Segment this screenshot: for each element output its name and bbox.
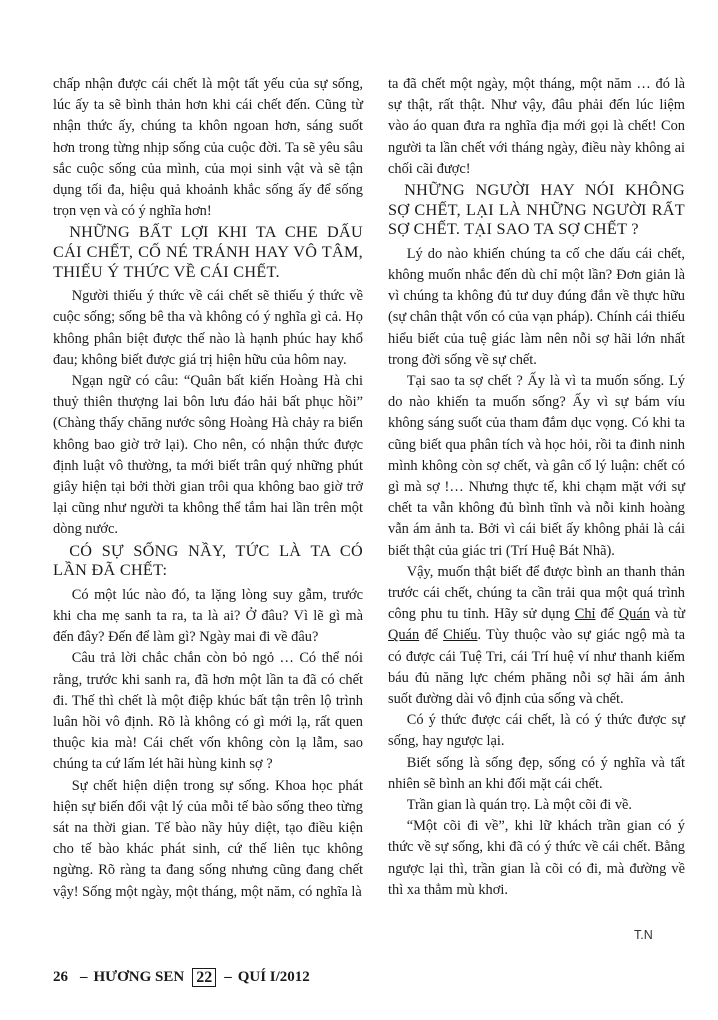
underlined-term-chi: Chỉ <box>574 606 596 623</box>
paragraph: chấp nhận được cái chết là một tất yếu của sự sống, lúc ấy ta sẽ bình thản hơn khi cái chết đến. Cũng từ nhận thức ấy, chúng ta khôn ngoan hơn, sáng suốt hơn trong từng nhịp sống của cuộc đời. Ta sẽ yêu sâu sắc cuộc sống của mình, của mọi sinh vật và sẽ tận dụng tối đa, hiệu quả khoảnh khắc sống ấy để sống trọn vẹn và có ý nghĩa hơn! <box>53 76 363 220</box>
footer-dash: – <box>80 969 88 985</box>
section-heading: CÓ SỰ SỐNG NẦY, TỨC LÀ TA CÓ LẦN ĐÃ CHẾT: <box>53 541 363 580</box>
paragraph: Biết sống là sống đẹp, sống có ý nghĩa và tất nhiên sẽ bình an khi đối mặt cái chết. <box>388 754 685 792</box>
paragraph: Có ý thức được cái chết, là có ý thức được sự sống, hay ngược lại. <box>388 712 685 750</box>
text-span: . Tùy thuộc vào sự giác ngộ mà ta có được cái Tuệ Tri, cái Trí huệ ví như thanh kiếm báu đủ năng lực chém phăng nỗi sợ hãi ám ảnh suốt đường dài vô định của sống và chết. <box>388 627 685 708</box>
paragraph: ta đã chết một ngày, một tháng, một năm … đó là sự thật, rất thật. Như vậy, đâu phải đến lúc liệm vào áo quan đưa ra nghĩa địa mới gọi là chết! Con người ta lần chết với tháng ngày, điều này không ai chối cãi được! <box>388 76 685 177</box>
paragraph-meditation <box>388 562 685 710</box>
paragraph: Ngạn ngữ có câu: “Quân bất kiến Hoàng Hà chi thuỷ thiên thượng lai bôn lưu đáo hải bất phục hồi” (Chàng thấy chăng nước sông Hoàng Hà chảy ra biển không bao giờ trở lại). Cho nên, có nhận thức được định luật vô thường, ta mới biết trân quý những phút giây hiện tại bởi thời gian trôi qua không bao giờ trở lại cũng như người ta không thể tắm hai lần trên một dòng nước. <box>53 373 363 538</box>
issue-number-box: 22 <box>192 968 216 987</box>
text-span: và từ <box>649 606 686 623</box>
text-span: để <box>419 627 444 644</box>
left-column <box>53 74 363 903</box>
paragraph: Người thiếu ý thức về cái chết sẽ thiếu ý thức về cuộc sống; sống bê tha và không có ý nghĩa gì cả. Họ không phân biệt được thế nào là hạnh phúc hay khổ đau; không biết được giá trị hiện hữu của hôm nay. <box>53 288 363 368</box>
text-span: Vậy, muốn thật biết để được bình an thanh thản trước cái chết, chúng ta cần trải qua một quá trình công phu tu tỉnh. Hãy sử dụng <box>388 563 685 623</box>
page-number: 26 <box>53 969 68 985</box>
paragraph: Có một lúc nào đó, ta lặng lòng suy gẫm, trước khi cha mẹ sanh ta ra, ta là ai? Ở đâu? Vì lẽ gì mà đến đây? Đến để làm gì? Ngày mai đi về đâu? <box>53 586 363 646</box>
footer-dash: – <box>224 969 232 985</box>
underlined-term-quan: Quán <box>618 606 650 623</box>
right-column <box>388 74 685 901</box>
paragraph: Câu trả lời chắc chắn còn bỏ ngỏ … Có thể nói rằng, trước khi sanh ra, đã hơn một lần ta đã có chết đi. Thế thì chết là một điệp khúc bất tận trên lộ trình luân hồi vô định. Rõ là không có gì mới lạ, rất quen thuộc kia mà! Cái chết vốn không còn lạ lẫm, sao chúng ta cứ lấm lét hãi hùng kinh sợ ? <box>53 650 363 773</box>
author-signature: T.N <box>634 928 653 942</box>
underlined-term-chieu: Chiếu <box>443 627 478 644</box>
section-heading: NHỮNG BẤT LỢI KHI TA CHE DẤU CÁI CHẾT, CỐ NÉ TRÁNH HAY VÔ TÂM, THIẾU Ý THỨC VỀ CÁI CHẾT. <box>53 223 363 281</box>
paragraph: Tại sao ta sợ chết ? Ấy là vì ta muốn sống. Lý do nào khiến ta muốn sống? Ấy vì sự bám víu không sáng suốt của tham đắm dục vọng. Có khi ta cũng biết qua phân tích và học hỏi, rồi ta đinh ninh mình không còn sợ chết, và gân cổ lý luận: chết có gì mà sợ !… Nhưng thực tế, khi chạm mặt với sự chết ta vẫn không đủ bình tĩnh và nỗi kinh hoàng vẫn ám ảnh ta. Bởi vì cái biết ấy không phải là cái biết thật của giác tri (Trí Huệ Bát Nhã). <box>388 373 685 559</box>
paragraph: Trần gian là quán trọ. Là một cõi đi về. <box>406 797 632 814</box>
page-footer <box>53 968 310 987</box>
underlined-term-quan: Quán <box>388 627 420 644</box>
paragraph: “Một cõi đi về”, khi lữ khách trần gian có ý thức về sự sống, khi đã có ý thức về cái chết. Bằng ngược lại thì, trần gian là cõi có đi, mà đường về thì xa thẳm mù khơi. <box>388 818 685 898</box>
paragraph: Lý do nào khiến chúng ta cố che dấu cái chết, không muốn nhắc đến dù chỉ một lần? Đơn giản là vì chúng ta không đủ tư duy đúng đắn về thực hữu (sự chân thật vốn có của vạn pháp). Chính cái thiếu hiểu biết của tuệ giác làm nên nỗi sợ hãi lớn nhất trong đời sống về sự chết. <box>388 245 685 368</box>
magazine-name: HƯƠNG SEN <box>93 969 185 985</box>
text-span: để <box>595 606 619 623</box>
issue-date: QUÍ I/2012 <box>237 969 310 985</box>
paragraph: Sự chết hiện diện trong sự sống. Khoa học phát hiện sự biến đổi vật lý của mỗi tế bào sống theo từng sát na thời gian. Tế bào nầy hủy diệt, tạo điều kiện cho tế bào khác phát sinh, cứ thế liên tục không ngừng. Rõ ràng ta đang sống nhưng cũng đang chết vậy! Sống một ngày, một tháng, một năm, có nghĩa là <box>53 777 363 900</box>
section-heading: NHỮNG NGƯỜI HAY NÓI KHÔNG SỢ CHẾT, LẠI LÀ NHỮNG NGƯỜI RẤT SỢ CHẾT. TẠI SAO TA SỢ CHẾT ? <box>388 181 685 239</box>
